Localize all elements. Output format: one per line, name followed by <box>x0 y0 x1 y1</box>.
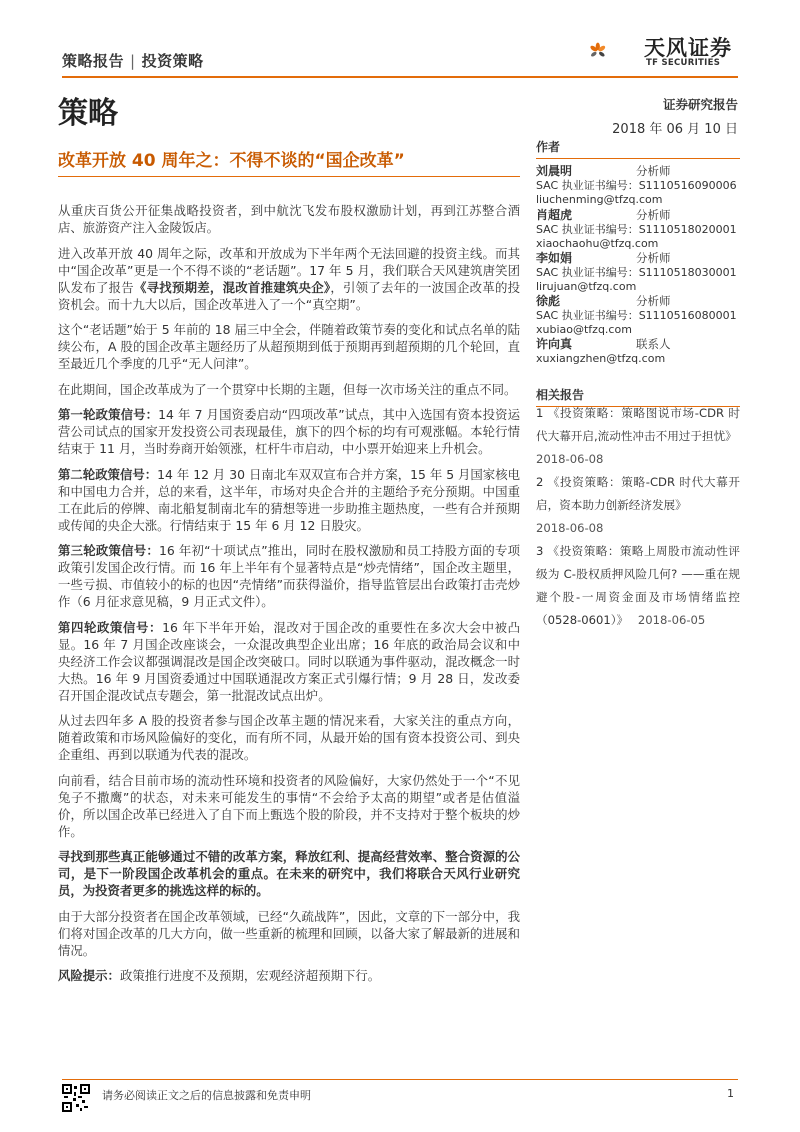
report-category <box>62 50 204 71</box>
author-cert: SAC 执业证书编号：S1110518020001 <box>536 223 737 236</box>
text-span: ，引领了去年的一波国企改革的投资机会。而十九大以后，国企改革进入了一个“真空期”。 <box>58 279 521 312</box>
paragraph: 这个“老话题”始于 5 年前的 18 届三中全会，伴随着政策节奏的变化和试点名单的陆续公布，A 股的国企改革主题经历了从超预期到低于预期再到超预期的几个轮回，直至最近几个季度的几乎“无人问津”。 <box>58 322 520 371</box>
related-report-title[interactable]: 3 《投资策略：策略上周股市流动性评级为 C-股权质押风险几何? ——重在规避个股-一周资金面及市场情绪监控（0528-0601）》 <box>536 544 740 627</box>
paragraph-lead: 第一轮政策信号： <box>58 407 159 422</box>
text-span: 16 年初“十项试点”推出，同时在股权激励和员工持股方面的专项政策引发国企改行情。而 16 年上半年有个显著特点是“炒壳情绪”，国企改主题里，一些亏损、市值较小的标的也因“壳情绪”而获得溢价，指导监管层出台政策打击壳炒作（6 月征求意见稿，9 月正式文件）。 <box>58 543 521 609</box>
page-number: 1 <box>727 1087 734 1100</box>
paragraph <box>58 245 520 313</box>
report-type: 证券研究报告 <box>662 97 738 112</box>
subcategory-label: 投资策略 <box>141 52 204 70</box>
author-email[interactable]: xubiao@tfzq.com <box>536 323 632 336</box>
author-cert: SAC 执业证书编号：S1110516090006 <box>536 179 737 192</box>
author-cert: SAC 执业证书编号：S1110516080001 <box>536 309 737 322</box>
text-span: 16 年下半年开始，混改对于国企改的重要性在多次大会中被凸显。16 年 7 月国企改座谈会，一众混改典型企业出席；16 年底的政治局会议和中央经济工作会议都强调混改是国企改突破口。同时以联通为事件驱动，混改概念一时大热。16 年 9 月国资委通过中国联通混改方案正式引爆行情；9 月 28 日，发改委召开国企混改试点专题会，第一批混改试点出炉。 <box>58 619 520 703</box>
report-date: 2018 年 06 月 10 日 <box>612 122 738 137</box>
author-role: 联系人 <box>636 337 671 351</box>
author-entry <box>536 251 740 294</box>
paragraph-lead: 风险提示： <box>58 968 120 983</box>
author-entry <box>536 337 740 366</box>
author-email[interactable]: lirujuan@tfzq.com <box>536 280 637 293</box>
paragraph-lead: 第二轮政策信号： <box>58 466 158 482</box>
author-entry <box>536 164 740 207</box>
author-entry <box>536 208 740 251</box>
author-name: 刘晨明 <box>536 164 573 178</box>
related-heading: 相关报告 <box>536 388 585 402</box>
related-report-title[interactable]: 1 《投资策略：策略图说市场-CDR 时代大幕开启,流动性冲击不用过于担忧》 <box>536 406 740 443</box>
paragraph <box>58 406 520 457</box>
author-email[interactable]: xiaochaohu@tfzq.com <box>536 237 659 250</box>
main-body <box>58 202 520 993</box>
paragraph: 在此期间，国企改革成为了一个贯穿中长期的主题，但每一次市场关注的重点不同。 <box>58 381 517 397</box>
related-report-date: 2018-06-08 <box>536 452 604 466</box>
footer-divider <box>62 1079 738 1080</box>
author-email[interactable]: liuchenming@tfzq.com <box>536 193 663 206</box>
paragraph-lead: 第三轮政策信号： <box>58 543 159 558</box>
paragraph: 向前看，结合目前市场的流动性环境和投资者的风险偏好，大家仍然处于一个“不见兔子不撒鹰”的状态，对未来可能发生的事情“不会给予太高的期望”或者是估值溢价，所以国企改革已经进入了自下而上甄选个股的阶段，并不支持对于整个板块的炒作。 <box>58 772 520 839</box>
authors-section <box>536 138 740 159</box>
related-report-title[interactable]: 2 《投资策略：策略-CDR 时代大幕开启，资本助力创新经济发展》 <box>536 475 740 512</box>
report-subtitle: 改革开放 40 周年之：不得不谈的“国企改革” <box>58 151 405 171</box>
paragraph <box>58 542 520 610</box>
authors-divider <box>536 158 740 159</box>
related-reports-list <box>536 402 740 632</box>
author-name: 徐彪 <box>536 294 561 308</box>
related-report-item[interactable] <box>536 402 740 471</box>
risk-paragraph <box>58 967 520 984</box>
related-report-item[interactable] <box>536 540 740 632</box>
footer-disclaimer[interactable]: 请务必阅读正文之后的信息披露和免责申明 <box>102 1089 311 1102</box>
paragraph-lead: 第四轮政策信号： <box>58 619 163 635</box>
related-report-date: 2018-06-08 <box>536 521 604 535</box>
author-role: 分析师 <box>636 164 671 178</box>
author-cert: SAC 执业证书编号：S1110518030001 <box>536 266 737 279</box>
author-name: 许向真 <box>536 337 573 351</box>
author-email[interactable]: xuxiangzhen@tfzq.com <box>536 352 666 365</box>
text-span: 政策推行进度不及预期，宏观经济超预期下行。 <box>119 968 381 983</box>
authors-heading: 作者 <box>536 140 561 154</box>
author-name: 李如娟 <box>536 251 573 265</box>
author-role: 分析师 <box>636 294 671 308</box>
header-divider <box>62 76 738 78</box>
paragraph: 从过去四年多 A 股的投资者参与国企改革主题的情况来看，大家关注的重点方向，随着政策和市场风险偏好的变化，而有所不同，从最开始的国有资本投资公司、到央企重组、再到以联通为代表的混改。 <box>58 713 520 762</box>
page-title: 策略 <box>58 96 118 131</box>
paragraph: 从重庆百货公开征集战略投资者，到中航沈飞发布股权激励计划，再到江苏整合酒店、旅游资产注入金陵饭店。 <box>58 203 520 235</box>
logo-text-en: TF SECURITIES <box>646 58 721 68</box>
text-span: 进入改革开放 40 周年之际，改革和开放成为下半年两个无法回避的投资主线。而其中“国企改革”更是一个不得不谈的“老话题”。17 年 5 月，我们联合天风建筑唐笑团队发布了报告 <box>58 245 520 295</box>
text-span: 14 年 7 月国资委启动“四项改革”试点，其中入选国有资本投资运营公司试点的国家开发投资公司表现最佳，旗下的四个标的均有可观涨幅。本轮行情结束于 11 月，当时券商开始领涨，杠杆牛市启动，中小票开始迎来上升机会。 <box>58 407 521 456</box>
tf-securities-logo-icon <box>588 24 644 76</box>
text-span: 14 年 12 月 30 日南北车双双宣布合并方案，15 年 5 月国家核电和中国电力合并，总的来看，这半年，市场对央企合并的主题给予充分预期。中国重工在此后的停牌、南北船复制南北车的猜想等进一步助推主题热度，一些有合并预期或传闻的央企大涨。行情结束于 15 年 6 月 12 日股灾。 <box>58 466 520 533</box>
author-name: 肖超虎 <box>536 208 573 222</box>
author-role: 分析师 <box>636 251 671 265</box>
report-reference: 《寻找预期差，混改首推建筑央企》 <box>133 279 331 295</box>
paragraph: 由于大部分投资者在国企改革领域，已经“久疏战阵”，因此，文章的下一部分中，我们将对国企改革的几大方向，做一些重新的梳理和回顾，以备大家了解最新的进展和情况。 <box>58 908 520 958</box>
category-separator: | <box>130 52 136 70</box>
author-entry <box>536 294 740 337</box>
paragraph <box>58 466 520 534</box>
related-report-item[interactable] <box>536 471 740 540</box>
subtitle-divider <box>58 176 520 177</box>
paragraph-highlight: 寻找到那些真正能够通过不错的改革方案，释放红利、提高经营效率、整合资源的公司，是下一阶段国企改革机会的重点。在未来的研究中，我们将联合天风行业研究员，为投资者更多的挑选这样的标的。 <box>58 849 520 898</box>
author-role: 分析师 <box>636 208 671 222</box>
qr-code-icon <box>62 1084 90 1112</box>
paragraph <box>58 619 520 704</box>
logo-text-cn: 天风证券 <box>644 36 732 60</box>
category-label: 策略报告 <box>62 52 125 70</box>
related-report-date: 2018-06-05 <box>637 613 706 627</box>
